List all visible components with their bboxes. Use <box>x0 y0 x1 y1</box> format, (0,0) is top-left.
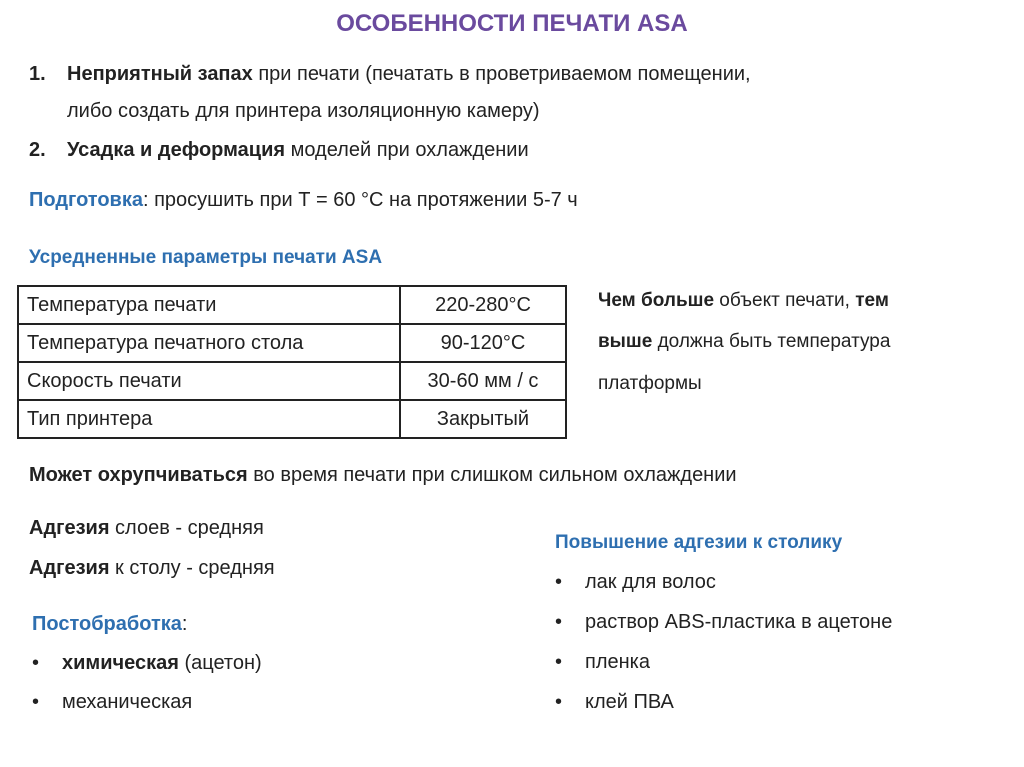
preparation-label: Подготовка <box>29 189 143 211</box>
adhesion-layers <box>29 516 264 540</box>
note-bold: тем <box>855 290 889 311</box>
list-item-text: раствор ABS-пластика в ацетоне <box>585 611 893 633</box>
list-item-2 <box>29 138 529 162</box>
table-cell-name: Температура печати <box>18 286 400 324</box>
list-item-text: моделей при охлаждении <box>285 139 529 161</box>
page-title: ОСОБЕННОСТИ ПЕЧАТИ ASA <box>336 10 688 37</box>
adhesion-text: к столу - средняя <box>109 557 275 579</box>
brittle-bold: Может охрупчиваться <box>29 464 248 486</box>
list-item <box>555 690 674 714</box>
table-cell-value: 90-120°C <box>400 324 566 362</box>
bullet-icon: • <box>32 652 40 674</box>
preparation-line <box>29 188 578 212</box>
list-item-text: (ацетон) <box>178 652 262 674</box>
improve-heading: Повышение адгезии к столику <box>555 532 843 553</box>
table-row <box>18 362 566 400</box>
bullet-icon: • <box>555 691 563 713</box>
post-processing-heading <box>32 612 187 636</box>
list-item-text: клей ПВА <box>585 691 674 713</box>
adhesion-bold: Адгезия <box>29 517 110 539</box>
list-item-1-continuation: либо создать для принтера изоляционную камеру) <box>67 100 540 122</box>
list-item-text: лак для волос <box>585 571 716 593</box>
note-bold: Чем больше <box>598 290 715 311</box>
post-processing-label: Постобработка <box>32 613 182 635</box>
adhesion-text: слоев - средняя <box>109 517 264 539</box>
table-cell-name: Тип принтера <box>18 400 400 438</box>
list-item <box>555 610 892 634</box>
adhesion-bold: Адгезия <box>29 557 110 579</box>
preparation-text: : просушить при Т = 60 °С на протяжении 5-7 ч <box>142 189 578 211</box>
note-text: объект печати, <box>714 290 856 311</box>
note-text: должна быть температура <box>652 331 891 352</box>
list-number: 1. <box>29 63 46 85</box>
table-cell-name: Температура печатного стола <box>18 324 400 362</box>
note-line-3: платформы <box>598 373 702 394</box>
table-cell-value: 30-60 мм / с <box>400 362 566 400</box>
bullet-icon: • <box>555 651 563 673</box>
list-item <box>32 690 192 714</box>
list-item-text: при печати (печатать в проветриваемом помещении, <box>252 63 751 85</box>
list-item-bold: Неприятный запах <box>67 63 253 85</box>
list-item-text: механическая <box>62 691 193 713</box>
table-cell-name: Скорость печати <box>18 362 400 400</box>
list-item-bold: Усадка и деформация <box>67 139 286 161</box>
note-bold: выше <box>598 331 653 352</box>
list-item <box>555 650 650 674</box>
list-item <box>32 651 262 675</box>
params-table <box>17 285 567 439</box>
list-item-bold: химическая <box>62 652 179 674</box>
bullet-icon: • <box>555 611 563 633</box>
note-line-1 <box>598 289 889 313</box>
list-item-1 <box>29 62 751 86</box>
table-cell-value: Закрытый <box>400 400 566 438</box>
table-row <box>18 400 566 438</box>
note-line-2 <box>598 330 890 354</box>
params-heading: Усредненные параметры печати ASA <box>29 247 383 268</box>
list-item-text: пленка <box>585 651 650 673</box>
adhesion-table <box>29 556 275 580</box>
brittle-text: во время печати при слишком сильном охлаждении <box>247 464 737 486</box>
table-row <box>18 324 566 362</box>
list-number: 2. <box>29 139 46 161</box>
bullet-icon: • <box>555 571 563 593</box>
table-row <box>18 286 566 324</box>
brittle-note <box>29 463 737 487</box>
table-cell-value: 220-280°C <box>400 286 566 324</box>
bullet-icon: • <box>32 691 40 713</box>
list-item <box>555 570 716 594</box>
post-processing-colon: : <box>181 613 188 635</box>
